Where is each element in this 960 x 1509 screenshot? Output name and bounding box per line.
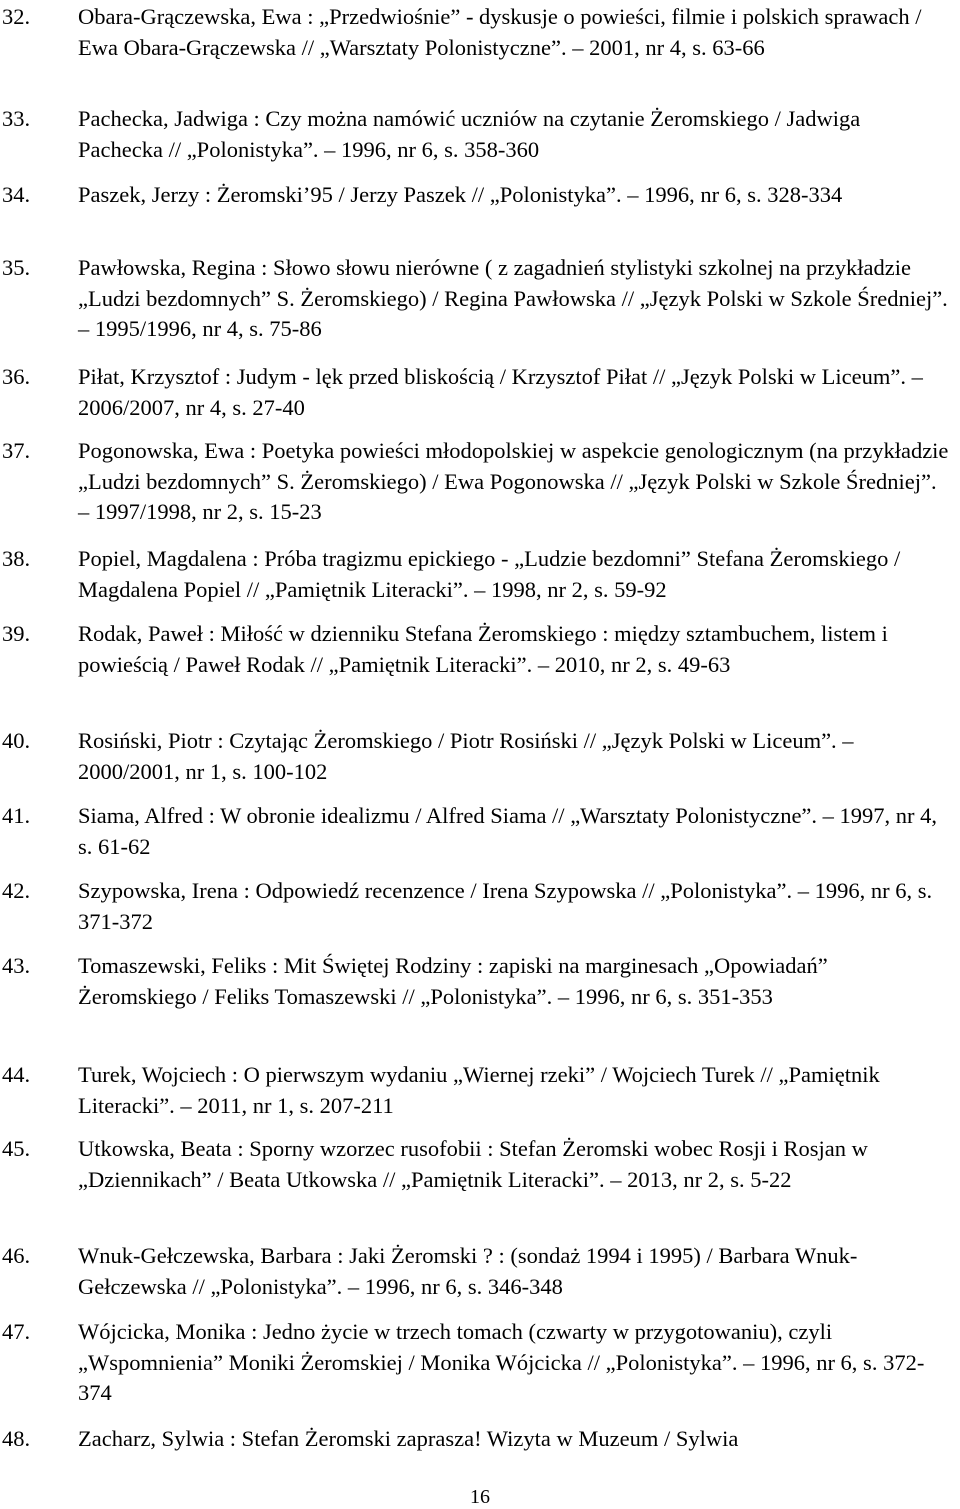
page-number: 16	[470, 1486, 490, 1508]
entry-text: Wnuk-Gełczewska, Barbara : Jaki Żeromski ? : (sondaż 1994 i 1995) / Barbara Wnuk-Gełczewska // „Polonistyka”. – 1996, nr 6, s. 346-348	[78, 1243, 858, 1299]
entry-text: Pachecka, Jadwiga : Czy można namówić uczniów na czytanie Żeromskiego / Jadwiga Pachecka // „Polonistyka”. – 1996, nr 6, s. 358-360	[78, 106, 861, 162]
entry-text: Rosiński, Piotr : Czytając Żeromskiego / Piotr Rosiński // „Język Polski w Liceum”. – 2000/2001, nr 1, s. 100-102	[78, 728, 854, 784]
entry-text: Szypowska, Irena : Odpowiedź recenzence / Irena Szypowska // „Polonistyka”. – 1996, nr 6, s. 371-372	[78, 878, 933, 934]
entry-text: Utkowska, Beata : Sporny wzorzec rusofobii : Stefan Żeromski wobec Rosji i Rosjan w „Dziennikach” / Beata Utkowska // „Pamiętnik Literacki”. – 2013, nr 2, s. 5-22	[78, 1136, 868, 1192]
entry-number: 32.	[2, 4, 31, 29]
entry-number: 43.	[2, 953, 31, 978]
entry-number: 37.	[2, 438, 31, 463]
entry-text: Paszek, Jerzy : Żeromski’95 / Jerzy Paszek // „Polonistyka”. – 1996, nr 6, s. 328-334	[78, 182, 843, 207]
entry-number: 40.	[2, 728, 31, 753]
entry-number: 45.	[2, 1136, 31, 1161]
entry-text: Piłat, Krzysztof : Judym - lęk przed bliskością / Krzysztof Piłat // „Język Polski w Liceum”. – 2006/2007, nr 4, s. 27-40	[78, 364, 923, 420]
entry-text: Rodak, Paweł : Miłość w dzienniku Stefana Żeromskiego : między sztambuchem, listem i powieścią / Paweł Rodak // „Pamiętnik Literacki”. – 2010, nr 2, s. 49-63	[78, 621, 888, 677]
entry-text: Wójcicka, Monika : Jedno życie w trzech tomach (czwarty w przygotowaniu), czyli „Wspomnienia” Moniki Żeromskiej / Monika Wójcicka // „Polonistyka”. – 1996, nr 6, s. 372-374	[78, 1319, 925, 1405]
entry-text: Obara-Grączewska, Ewa : „Przedwiośnie” - dyskusje o powieści, filmie i polskich sprawach / Ewa Obara-Grączewska // „Warsztaty Polonistyczne”. – 2001, nr 4, s. 63-66	[78, 4, 922, 60]
entry-number: 44.	[2, 1062, 31, 1087]
entry-text: Zacharz, Sylwia : Stefan Żeromski zaprasza! Wizyta w Muzeum / Sylwia	[78, 1426, 739, 1451]
entry-text: Pawłowska, Regina : Słowo słowu nierówne ( z zagadnień stylistyki szkolnej na przykładzie „Ludzi bezdomnych” S. Żeromskiego) / Regina Pawłowska // „Język Polski w Szkole Średniej”. – 1995/1996, nr 4, s. 75-86	[78, 255, 948, 341]
entry-number: 42.	[2, 878, 31, 903]
entry-number: 39.	[2, 621, 31, 646]
entry-text: Turek, Wojciech : O pierwszym wydaniu „Wiernej rzeki” / Wojciech Turek // „Pamiętnik Literacki”. – 2011, nr 1, s. 207-211	[78, 1062, 880, 1118]
entry-text: Popiel, Magdalena : Próba tragizmu epickiego - „Ludzie bezdomni” Stefana Żeromskiego / Magdalena Popiel // „Pamiętnik Literacki”. – 1998, nr 2, s. 59-92	[78, 546, 901, 602]
entry-number: 33.	[2, 106, 31, 131]
entry-text: Siama, Alfred : W obronie idealizmu / Alfred Siama // „Warsztaty Polonistyczne”. – 1997, nr 4, s. 61-62	[78, 803, 938, 859]
entry-number: 36.	[2, 364, 31, 389]
entry-text: Tomaszewski, Feliks : Mit Świętej Rodziny : zapiski na marginesach „Opowiadań” Żeromskiego / Feliks Tomaszewski // „Polonistyka”. – 1996, nr 6, s. 351-353	[78, 953, 828, 1009]
entry-text: Pogonowska, Ewa : Poetyka powieści młodopolskiej w aspekcie genologicznym (na przykładzie „Ludzi bezdomnych” S. Żeromskiego) / Ewa Pogonowska // „Język Polski w Szkole Średniej”. – 1997/1998, nr 2, s. 15-23	[78, 438, 949, 524]
entry-number: 38.	[2, 546, 31, 571]
entry-number: 35.	[2, 255, 31, 280]
entry-number: 47.	[2, 1319, 31, 1344]
entry-number: 46.	[2, 1243, 31, 1268]
entry-number: 48.	[2, 1426, 31, 1451]
entry-number: 41.	[2, 803, 31, 828]
entry-number: 34.	[2, 182, 31, 207]
